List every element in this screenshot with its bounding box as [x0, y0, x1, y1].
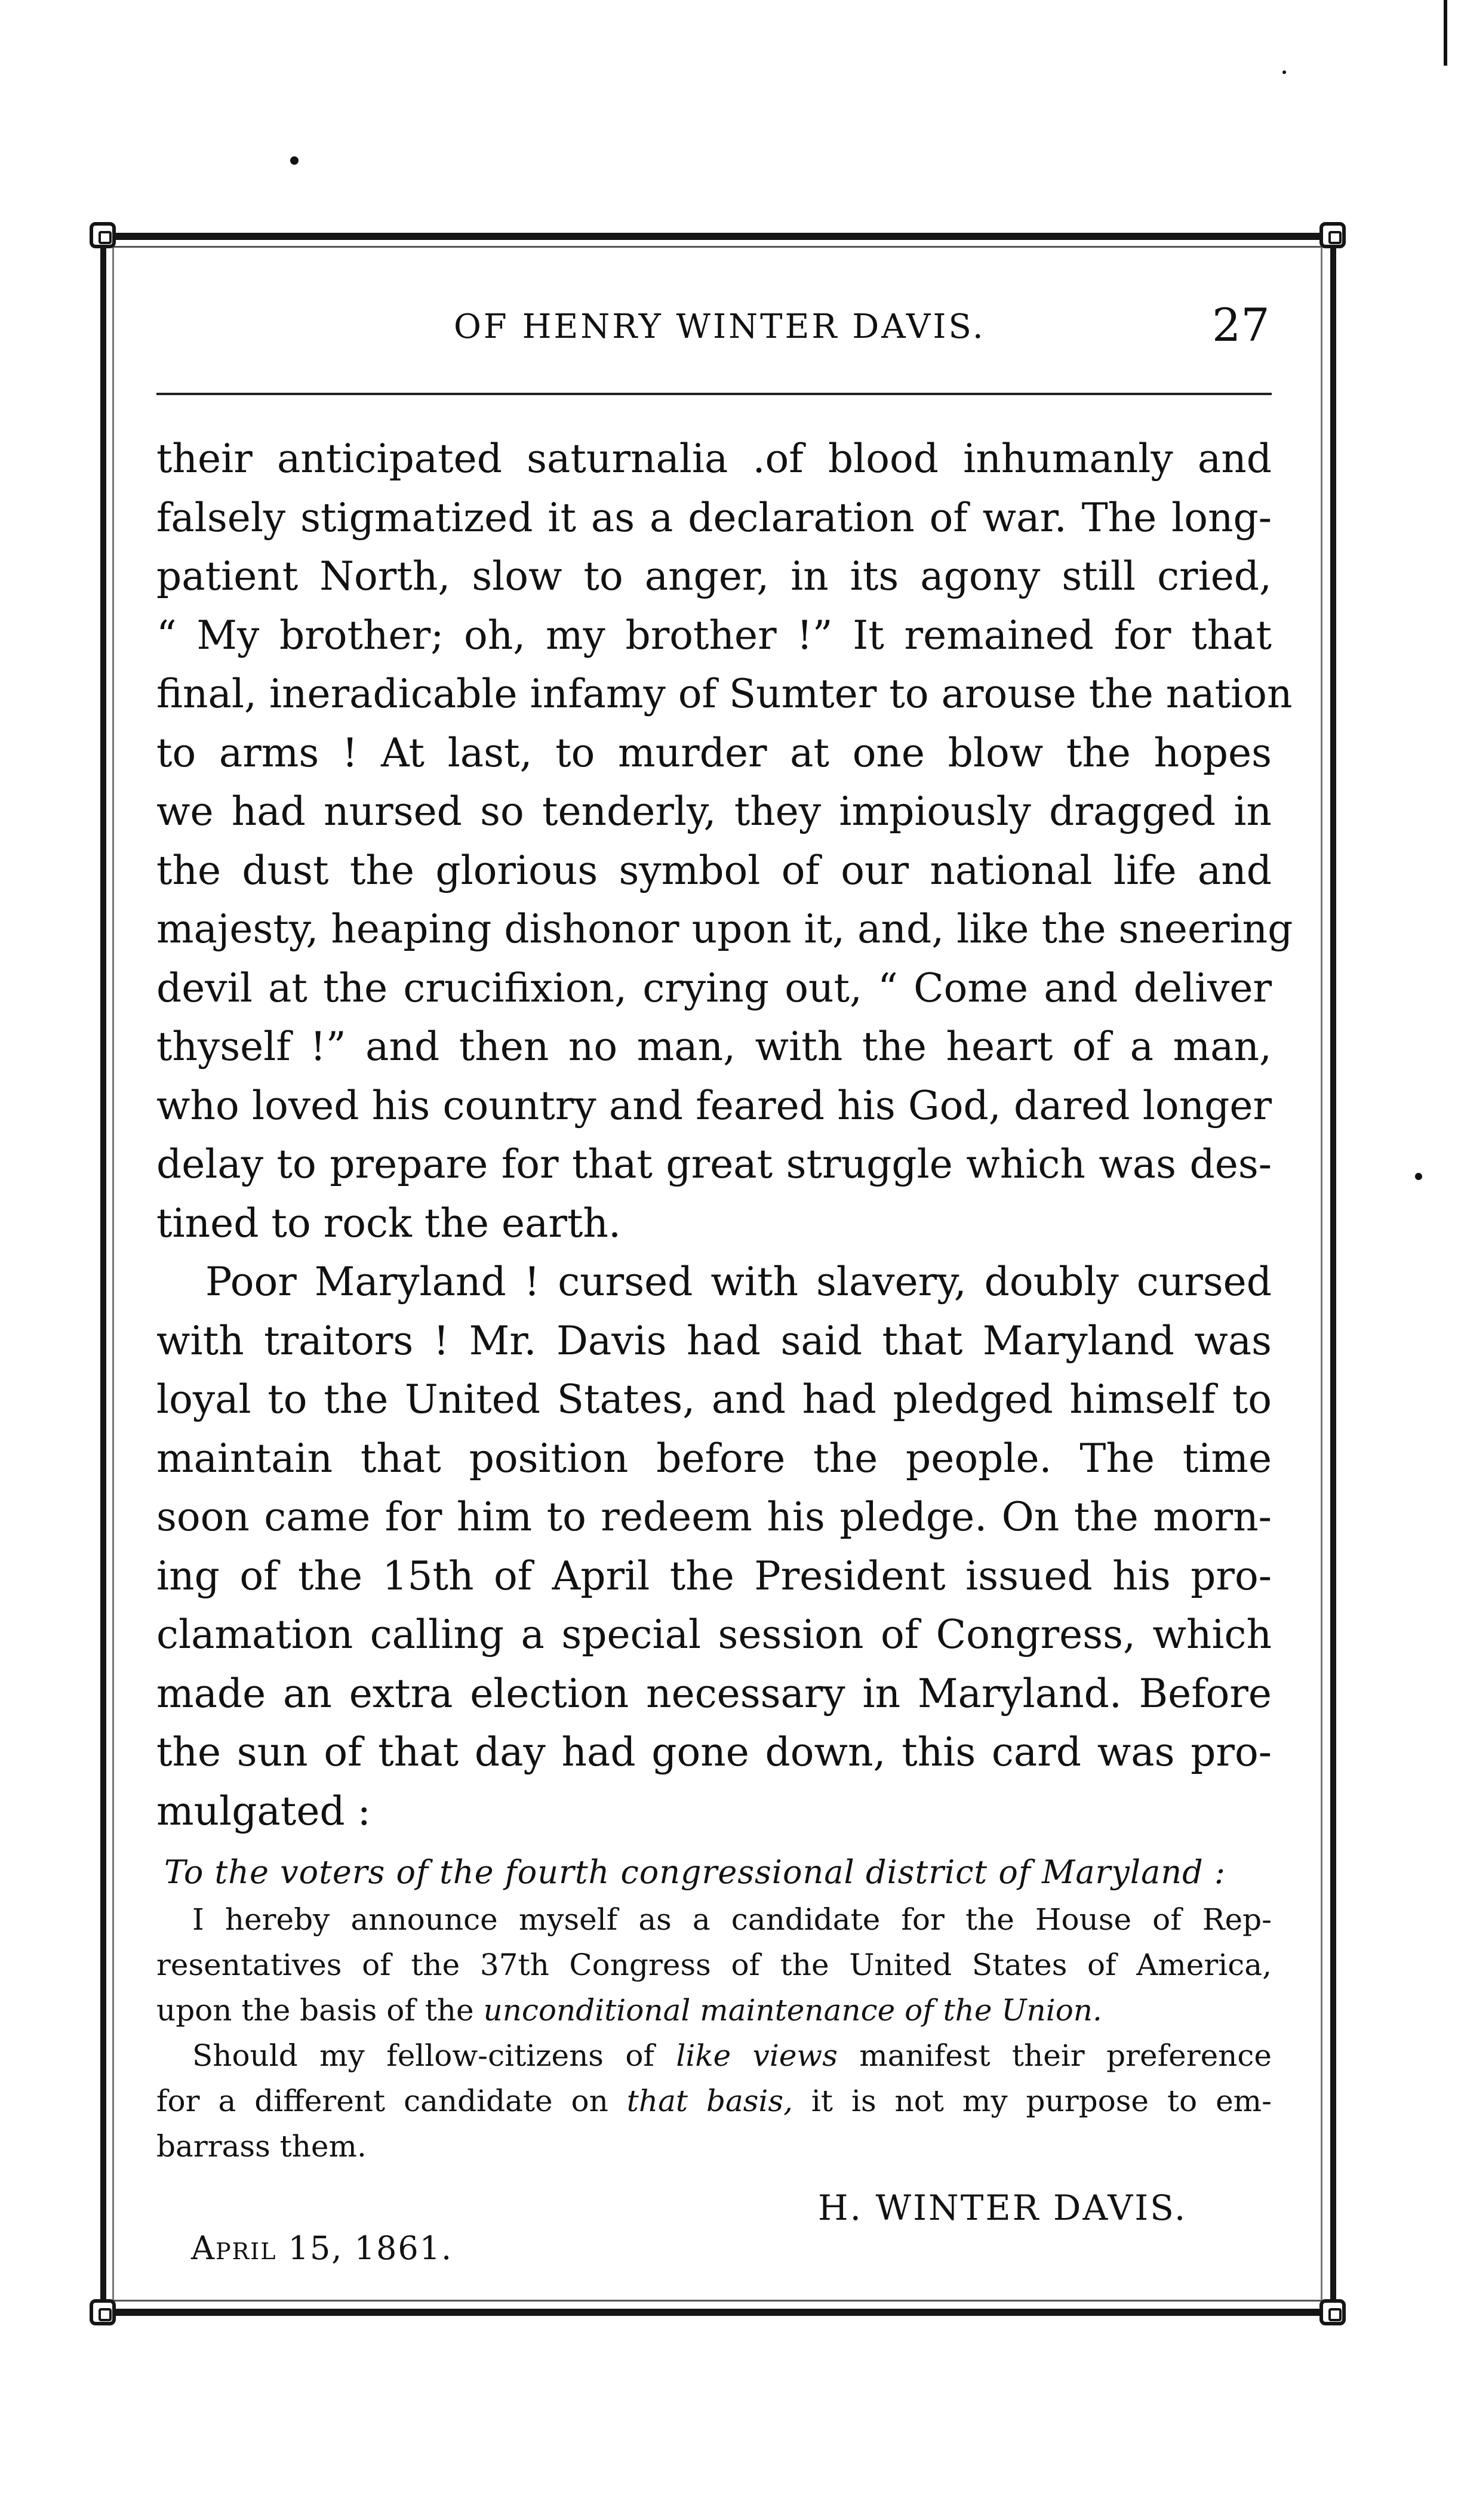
card-emphasis: that basis, — [626, 2084, 793, 2118]
card-line — [156, 2078, 1272, 2124]
text-line: to arms ! At last, to murder at one blow the hopes — [156, 729, 1272, 776]
frame-corner-ornament-icon — [90, 2299, 116, 2325]
card-emphasis: like views — [676, 2038, 838, 2073]
card-line — [156, 2033, 1272, 2078]
card-line: I hereby announce myself as a candidate for the House of Rep- — [192, 1902, 1272, 1937]
header-rule — [156, 393, 1272, 395]
frame-right-rule — [1330, 242, 1336, 2307]
text-line: “ My brother; oh, my brother !” It remained for that — [156, 612, 1272, 658]
text-line: tined to rock the earth. — [156, 1200, 621, 1246]
frame-corner-ornament-icon — [90, 222, 116, 248]
text-line: patient North, slow to anger, in its agony still cried, — [156, 553, 1272, 599]
card-line: barrass them. — [156, 2129, 367, 2164]
text-line: falsely stigmatized it as a declaration of war. The long- — [156, 494, 1272, 541]
scan-speck — [1415, 1173, 1422, 1180]
scan-mark — [1444, 0, 1447, 66]
card-emphasis: unconditional maintenance of the Union. — [483, 1993, 1102, 2028]
signature: H. WINTER DAVIS. — [818, 2188, 1188, 2228]
text-line: devil at the crucifixion, crying out, “ Come and deliver — [156, 965, 1272, 1011]
scan-speck — [1282, 70, 1286, 74]
frame-corner-ornament-icon — [1319, 2299, 1346, 2325]
frame-bottom-inner-rule — [113, 2300, 1322, 2302]
frame-right-inner-rule — [1321, 242, 1322, 2307]
card-line: resentatives of the 37th Congress of the United States of America, — [156, 1948, 1272, 1982]
card-text-segment: for a different candidate on — [156, 2084, 627, 2118]
text-line: with traitors ! Mr. Davis had said that Maryland was — [156, 1317, 1272, 1364]
text-line: majesty, heaping dishonor upon it, and, like the sneering — [156, 906, 1293, 952]
text-line: Poor Maryland ! cursed with slavery, doubly cursed — [205, 1259, 1272, 1305]
text-line: final, ineradicable infamy of Sumter to arouse the nation — [156, 671, 1293, 717]
frame-top-inner-rule — [113, 246, 1322, 248]
text-line: maintain that position before the people. The time — [156, 1435, 1272, 1481]
text-line: we had nursed so tenderly, they impiously dragged in — [156, 788, 1272, 834]
text-line: clamation calling a special session of Congress, which — [156, 1612, 1272, 1658]
text-line: thyself !” and then no man, with the heart of a man, — [156, 1024, 1272, 1070]
running-title: OF HENRY WINTER DAVIS. — [454, 307, 986, 346]
card-date: April 15, 1861. — [191, 2229, 453, 2267]
text-line: soon came for him to redeem his pledge. On the morn- — [156, 1494, 1272, 1540]
text-line: ing of the 15th of April the President issued his pro- — [156, 1552, 1272, 1599]
card-text-segment: manifest their preference — [837, 2038, 1272, 2073]
text-line: mulgated : — [156, 1788, 371, 1834]
scan-speck — [290, 156, 299, 165]
card-line — [156, 1988, 1272, 2033]
card-text-segment: upon the basis of the — [156, 1993, 484, 2028]
text-line: delay to prepare for that great struggle which was des- — [156, 1141, 1272, 1187]
text-line: their anticipated saturnalia .of blood inhumanly and — [156, 436, 1272, 482]
frame-corner-ornament-icon — [1319, 222, 1346, 248]
text-line: who loved his country and feared his God, dared longer — [156, 1082, 1272, 1129]
card-text-segment: it is not my purpose to em- — [792, 2084, 1272, 2118]
body-text — [156, 430, 1293, 1841]
text-line: loyal to the United States, and had pledged himself to — [156, 1376, 1272, 1422]
card-text — [156, 1897, 1272, 2169]
frame-top-rule — [113, 233, 1322, 240]
card-heading: To the voters of the fourth congressional district of Maryland : — [164, 1853, 1226, 1891]
text-line: the dust the glorious symbol of our national life and — [156, 847, 1272, 894]
card-text-segment: Should my fellow-citizens of — [192, 2038, 676, 2073]
page-number: 27 — [1212, 298, 1270, 352]
frame-left-rule — [100, 242, 106, 2307]
text-line: the sun of that day had gone down, this card was pro- — [156, 1729, 1272, 1775]
text-line: made an extra election necessary in Maryland. Before — [156, 1670, 1272, 1717]
frame-bottom-rule — [113, 2309, 1322, 2316]
frame-left-inner-rule — [112, 242, 114, 2307]
